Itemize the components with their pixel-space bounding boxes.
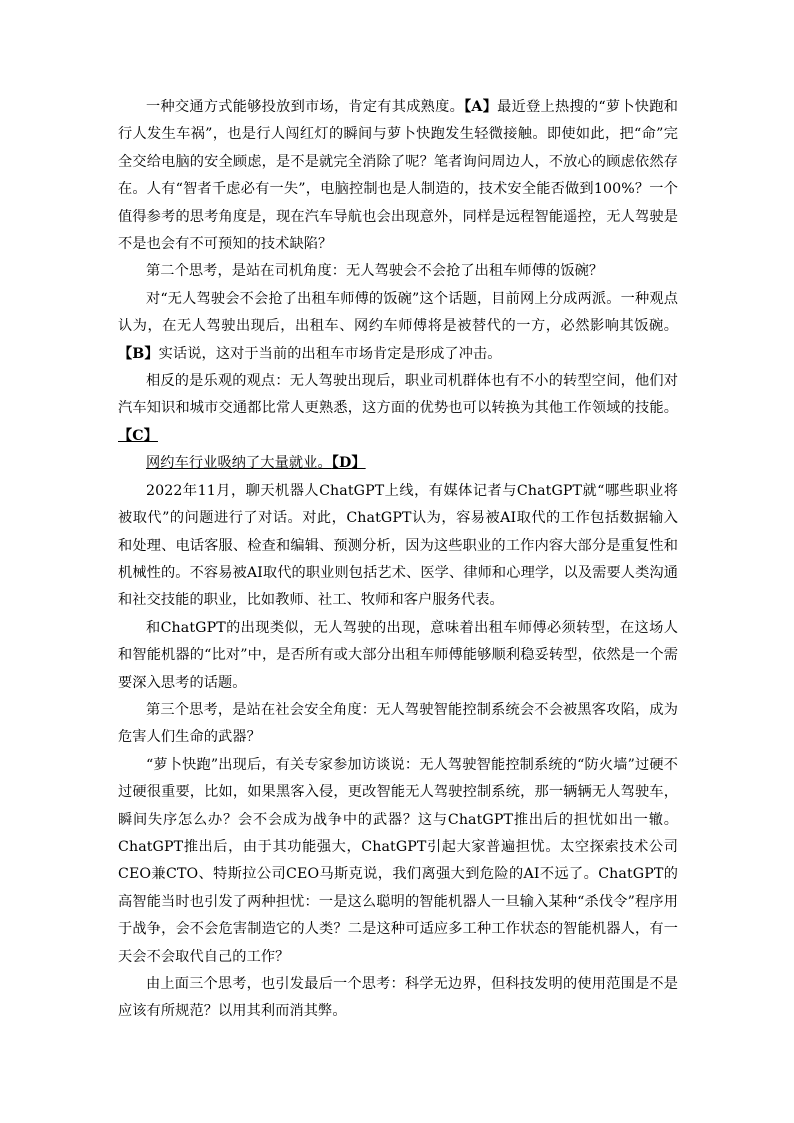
text-segment: 一种交通方式能够投放到市场，肯定有其成熟度。: [146, 99, 465, 115]
text-segment: 最近登上热搜的“萝卜快跑和行人发生车祸”，也是行人闯红灯的瞬间与萝卜快跑发生轻微接触。即使如此，把“命”完全交给电脑的安全顾虑，是不是就完全消除了呢？笔者询问周边人，不放心的顾虑依然存在。人有“智者千虑必有一失”，电脑控制也是人制造的，技术安全能否做到100%？一个值得参考的思考角度是，现在汽车导航也会出现意外，同样是远程智能遥控，无人驾驶是不是也会有不可预知的技术缺陷？: [118, 99, 678, 253]
paragraph-3: [118, 286, 678, 368]
text-segment: 实话说，这对于当前的出租车市场肯定是形成了冲击。: [158, 345, 502, 362]
text-segment: 和ChatGPT的出现类似，无人驾驶的出现，意味着出租车师傅必须转型，在这场人和智能机器的“比对”中，是否所有或大部分出租车师傅能够顺利稳妥转型，依然是一个需要深入思考的话题。: [118, 619, 678, 691]
text-segment: 相反的是乐观的观点：无人驾驶出现后，职业司机群体也有不小的转型空间，他们对汽车知识和城市交通都比常人更熟悉，这方面的优势也可以转换为其他工作领域的技能。: [118, 373, 678, 417]
text-segment: 由上面三个思考，也引发最后一个思考：科学无边界，但科技发明的使用范围是不是应该有所规范？以用其利而消其弊。: [118, 976, 678, 1020]
marker-d: 【D】: [331, 455, 366, 472]
paragraph-7: [118, 615, 678, 697]
paragraph-6: [118, 478, 678, 615]
text-segment: “萝卜快跑”出现后，有关专家参加访谈说：无人驾驶智能控制系统的“防火墙”过硬不过硬很重要，比如，如果黑客入侵，更改智能无人驾驶控制系统，那一辆辆无人驾驶车，瞬间失序怎么办？会不会成为战争中的武器？这与ChatGPT推出后的担忧如出一辙。ChatGPT推出后，由于其功能强大，ChatGPT引起大家普遍担忧。太空探索技术公司CEO兼CTO、特斯拉公司CEO马斯克说，我们离强大到危险的AI不远了。ChatGPT的高智能当时也引发了两种担忧：一是这么聪明的智能机器人一旦输入某种“杀伐令”程序用于战争，会不会危害制造它的人类？二是这种可适应多工种工作状态的智能机器人，有一天会不会取代自己的工作？: [118, 756, 678, 965]
paragraph-9: [118, 752, 678, 971]
text-segment: 2022年11月，聊天机器人ChatGPT上线，有媒体记者与ChatGPT就“哪些职业将被取代”的问题进行了对话。对此，ChatGPT认为，容易被AI取代的工作包括数据输入和处理、电话客服、检查和编辑、预测分析，因为这些职业的工作内容大部分是重复性和机械性的。不容易被AI取代的职业则包括艺术、医学、律师和心理学，以及需要人类沟通和社交技能的职业，比如教师、社工、牧师和客户服务代表。: [118, 482, 678, 609]
text-segment: 第三个思考，是站在社会安全角度：无人驾驶智能控制系统会不会被黑客攻陷，成为危害人们生命的武器？: [118, 701, 678, 746]
document-page: [118, 94, 678, 1026]
paragraph-5: [118, 450, 678, 477]
text-segment: 第二个思考，是站在司机角度：无人驾驶会不会抢了出租车师傅的饭碗？: [146, 263, 604, 280]
paragraph-1: [118, 94, 678, 258]
marker-c: 【C】: [118, 427, 158, 444]
marker-a: 【A】: [464, 99, 498, 115]
paragraph-4: [118, 368, 678, 450]
paragraph-10: [118, 971, 678, 1026]
paragraph-8: [118, 697, 678, 752]
text-segment: 网约车行业吸纳了大量就业。: [146, 455, 332, 472]
paragraph-2: [118, 258, 678, 285]
marker-b: 【B】: [118, 345, 159, 362]
text-segment: 对“无人驾驶会不会抢了出租车师傅的饭碗”这个话题，目前网上分成两派。一种观点认为，在无人驾驶出现后，出租车、网约车师傅将是被替代的一方，必然影响其饭碗。: [118, 290, 678, 335]
